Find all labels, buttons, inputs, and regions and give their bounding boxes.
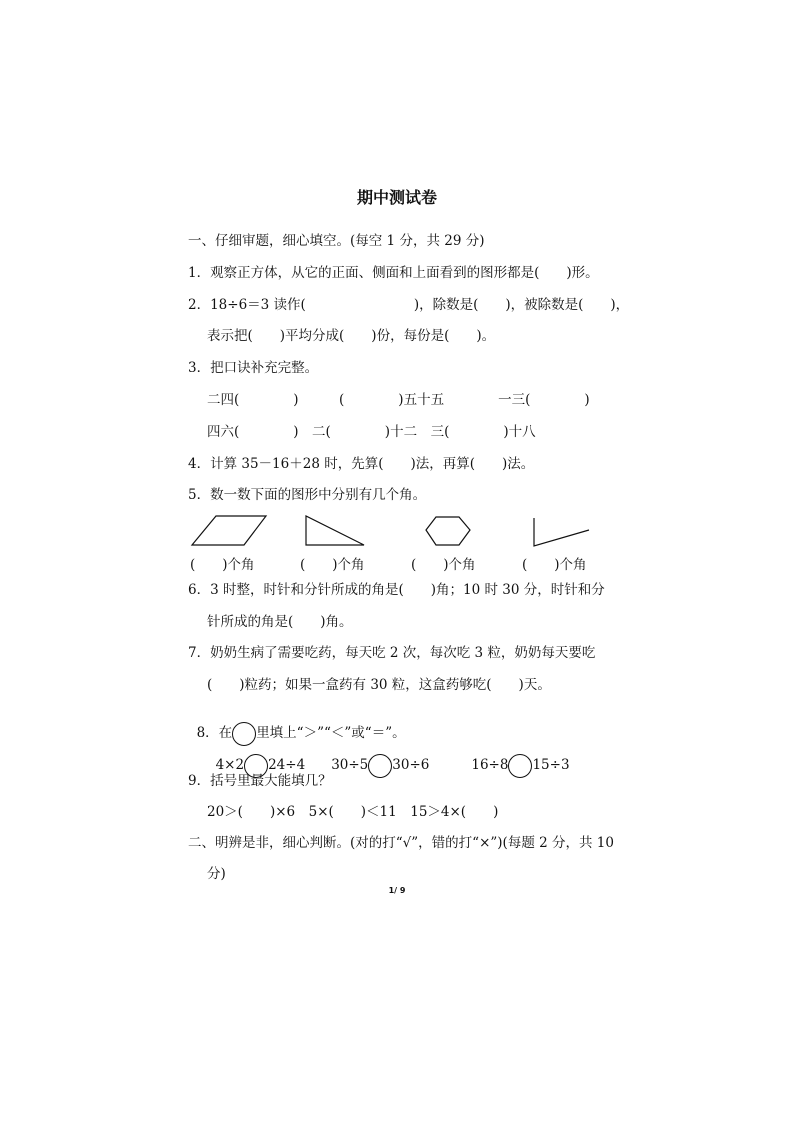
question-8-prefix: 8．在 <box>196 725 233 741</box>
right-triangle-figure <box>306 516 364 545</box>
section1-heading: 一、仔细审题，细心填空。(每空 1 分，共 29 分) <box>188 233 485 249</box>
question-9-row: 20＞( )×6 5×( )＜11 15＞4×( ) <box>207 804 499 820</box>
question-3-row1: 二四( ) ( )五十五 一三( ) <box>207 392 590 408</box>
page-title: 期中测试卷 <box>356 188 437 207</box>
question-8-items <box>207 741 570 773</box>
question-3: 3．把口诀补充完整。 <box>188 360 319 376</box>
compare-left-1: 4×2 <box>215 757 245 773</box>
section2-heading-line1: 二、明辨是非，细心判断。(对的打“√”，错的打“×”)(每题 2 分，共 10 <box>188 835 614 851</box>
page-number: 1/ 9 <box>388 886 406 895</box>
compare-right-1: 24÷4 <box>268 757 306 773</box>
compare-circle-2[interactable] <box>368 754 392 778</box>
question-4: 4．计算 35－16＋28 时，先算( )法，再算( )法。 <box>188 456 535 472</box>
angle-figure <box>534 518 589 546</box>
question-7-line1: 7．奶奶生病了需要吃药，每天吃 2 次，每次吃 3 粒，奶奶每天要吃 <box>188 645 596 661</box>
compare-left-2: 30÷5 <box>331 757 369 773</box>
angle-answer-3: ( )个角 <box>411 557 476 573</box>
question-2-line1: 2．18÷6＝3 读作( )，除数是( )，被除数是( )， <box>188 297 630 313</box>
question-8-suffix: 里填上“＞”“＜”或“＝”。 <box>256 725 406 741</box>
angle-figures <box>188 512 608 552</box>
question-6-line1: 6．3 时整，时针和分针所成的角是( )角；10 时 30 分，时针和分 <box>188 582 605 598</box>
question-5: 5．数一数下面的图形中分别有几个角。 <box>188 487 427 503</box>
compare-right-2: 30÷6 <box>392 757 430 773</box>
angle-answer-1: ( )个角 <box>190 557 255 573</box>
question-9: 9．括号里最大能填几？ <box>188 773 332 789</box>
compare-circle-3[interactable] <box>508 754 532 778</box>
angle-answer-4: ( )个角 <box>522 557 587 573</box>
compare-left-3: 16÷8 <box>471 757 509 773</box>
question-7-line2: ( )粒药；如果一盒药有 30 粒，这盒药够吃( )天。 <box>207 677 551 693</box>
section2-heading-line2: 分) <box>207 866 226 882</box>
question-6-line2: 针所成的角是( )角。 <box>207 614 353 630</box>
angle-answer-2: ( )个角 <box>300 557 365 573</box>
question-2-line2: 表示把( )平均分成( )份，每份是( )。 <box>207 328 496 344</box>
question-1: 1．观察正方体，从它的正面、侧面和上面看到的图形都是( )形。 <box>188 265 599 281</box>
parallelogram-figure <box>192 516 266 545</box>
compare-right-3: 15÷3 <box>532 757 570 773</box>
hexagon-figure <box>426 517 470 545</box>
question-8 <box>188 709 406 741</box>
question-3-row2: 四六( ) 二( )十二 三( )十八 <box>207 424 536 440</box>
